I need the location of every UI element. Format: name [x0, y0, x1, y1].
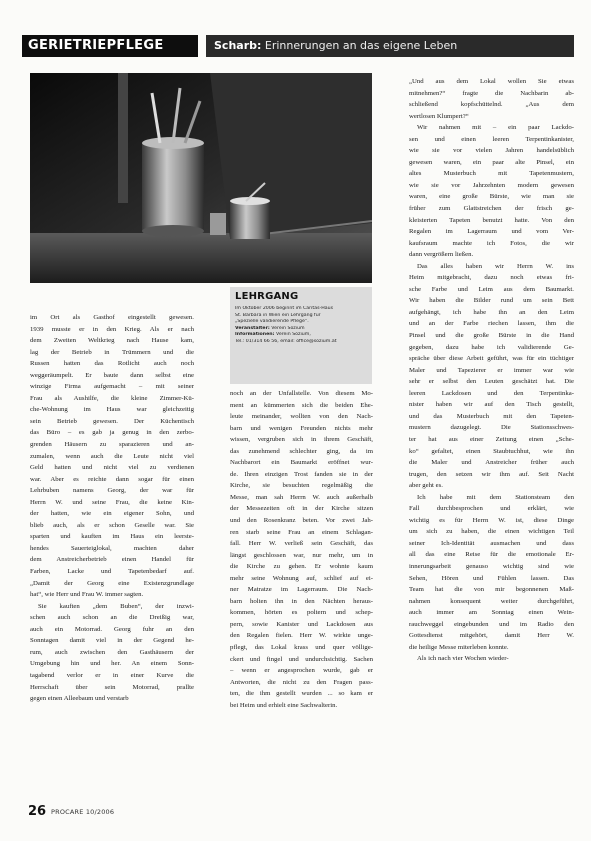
text-line: wichtig es für Herrn W. ist, diese Dinge — [409, 516, 574, 524]
paragraph — [409, 492, 574, 654]
text-line: die Kirche zu gehen. Er wohnte kaum — [230, 563, 373, 571]
article-author: Scharb: — [214, 39, 262, 52]
text-line: Fall durchbesprochen und erklärt, wie — [409, 505, 574, 513]
text-column-3 — [409, 76, 574, 665]
text-line: innerungsarbeit genauso wichtig sind wie — [409, 562, 574, 570]
text-line: Kirche, sie besuchten regelmäßig die — [230, 482, 373, 490]
text-line: ner Matratze im Lagerraum. Die Nach- — [230, 586, 373, 594]
text-line: Farben, Lacke und Tapetenbedarf auf. — [30, 568, 194, 576]
article-title: Erinnerungen an das eigene Leben — [264, 39, 458, 52]
text-column-1 — [30, 312, 194, 705]
text-line: barn und wenigen Freunden nichts mehr — [230, 424, 373, 432]
text-line: blieb auch, als er schon Geselle war. Sie — [30, 521, 194, 529]
text-line: winzige Firma aufgemacht – mit seiner — [30, 383, 194, 391]
paragraph — [409, 122, 574, 261]
text-line: rauchweggel eingebunden und im Radio den — [409, 620, 574, 628]
page-number: 26 — [28, 804, 47, 819]
text-line: pern, sowie Kanister und Lackdosen aus — [230, 620, 373, 628]
text-line: Das alles haben wir Herrn W. ins — [417, 262, 574, 270]
text-line: nahmen konsequent weiter durchgeführt, — [409, 597, 574, 605]
text-line: gegen einen Alleebaum und verstarb — [30, 695, 129, 703]
text-line: bei Heim und erhielt eine Sachwalterin. — [230, 701, 338, 709]
text-line: Maler und Tapezierer er immer war wie — [409, 366, 574, 374]
text-line: waren, eine große Bürste, wie man sie — [409, 193, 574, 201]
paragraph — [409, 76, 574, 122]
text-line: kommen, hörten es poltern und schep- — [230, 609, 373, 617]
paragraph — [409, 261, 574, 492]
section-header: GERIETRIEPFLEGE — [22, 35, 198, 57]
paragraph — [30, 312, 194, 601]
text-line: Gottesdienst mitgehört, damit Herr W. — [409, 632, 574, 640]
text-line: mehr seine Wohnung auf, schlief auf ei- — [230, 574, 373, 582]
text-line: grenden Häusern zu sparazieren und an- — [30, 441, 194, 449]
lehrgang-line: Informationen: Verein Sozium, — [235, 332, 311, 338]
text-line: sein Betrieb gewesen. Der Küchentisch — [30, 417, 194, 425]
text-line: auch ein Motorrad. Georg fuhr an den — [30, 625, 194, 633]
text-line: mustern dazugelegt. Die Stationsschwes- — [409, 424, 574, 432]
text-line: sche Farbe und Leim aus dem Baumarkt. — [409, 285, 574, 293]
lehrgang-infobox — [230, 287, 372, 384]
text-line: weggeräumpelt. Er baute dann selbst eine — [30, 371, 194, 379]
paragraph — [230, 388, 373, 711]
text-line: „Damit der Georg eine Existenzgrundlage — [30, 579, 194, 587]
text-line: ment an kümmerten sich die beiden Ehe- — [230, 401, 373, 409]
text-line: Heim mitgebracht, dazu noch etwas fri- — [409, 274, 574, 282]
photo-paint-cans — [30, 73, 372, 283]
text-line: leeren Lackdosen und den Terpentinka- — [409, 389, 574, 397]
text-line: Geld hatten und nicht viel zu verdienen — [30, 464, 194, 472]
text-line: ckert und fingel und undurchsichtig. Sachen — [230, 655, 373, 663]
text-line: Lehrbuben namens Georg, der war für — [30, 487, 194, 495]
text-line: Herrschaft über sein Motorrad, prallte — [30, 683, 194, 691]
text-line: zumalen, wenn auch die Leute nicht viel — [30, 452, 194, 460]
text-line: sehr er selbst den Leuten geschätzt hat. Die — [409, 378, 574, 386]
text-line: 1939 musste er in den Krieg. Als er nach — [30, 325, 194, 333]
text-line: wie sie vor Jahrzehnten modern gewesen — [409, 181, 574, 189]
text-line: che-Wohnung im Haus war gleichzeitig — [30, 406, 194, 414]
text-line: ko“ gefaltet, einen Staubtuchhut, wie ihn — [409, 447, 574, 455]
text-line: Ich habe mit dem Stationsteam den — [417, 493, 574, 501]
text-line: kleisterten Tapeten benutzt hatte. Von den — [409, 216, 574, 224]
text-line: um sich zu haben, die einen wichtigen Teil — [409, 528, 574, 536]
text-column-2 — [230, 388, 373, 711]
text-line: Russen hatten das Rotlicht auch noch — [30, 360, 194, 368]
text-line: wie sie vor vielen Jahren handelsüblich — [409, 147, 574, 155]
text-line: Regalen im Lagerraum und vom Ver- — [409, 228, 574, 236]
text-line: längst geschlossen war, nur mehr, um in — [230, 551, 373, 559]
text-line: und an der Farbe riechen lassen, ihm die — [409, 320, 574, 328]
text-line: gewesen waren, ein paar alte Pinsel, ein — [409, 158, 574, 166]
lehrgang-line: „Spezielle validierende Pflege“. — [235, 319, 309, 325]
text-line: pflegt, das Lokal krass und quer völlige- — [230, 644, 373, 652]
text-line: all das eine Reise für die emotionale Er- — [409, 551, 574, 559]
text-line: Antworten, die nicht zu den Fragen pass- — [230, 678, 373, 686]
text-line: noch an der Unfallstelle. Von diesem Mo- — [230, 390, 373, 397]
text-line: Pinsel und die große Bürste in die Hand — [409, 332, 574, 340]
text-line: dann vergrößern ließen. — [409, 251, 474, 259]
text-line: ten, die ihm gestellt wurden ... so kam er — [230, 690, 373, 698]
text-line: ter hat aus einer Zeitung einen „Sche- — [409, 435, 574, 443]
lehrgang-line: St. Barbara in Wien ein Lehrgang für — [235, 312, 321, 318]
text-line: rum, auch zwischen den Gasthäusern der — [30, 648, 194, 656]
text-line: die Maler und Anstreicher früher auch — [409, 459, 574, 467]
text-line: tagabend verlor er in einer Kurve die — [30, 671, 194, 679]
text-line: gegeben, dazu habe ich validierende Ge- — [409, 343, 574, 351]
text-line: dem Anstreicherbetrieb einen Handel für — [30, 556, 194, 564]
text-line: der hatten, wie ein eigener Sohn, und — [30, 510, 194, 518]
text-line: schen auch schon an die Dreißig war, — [30, 614, 194, 622]
text-line: Messe, man sah Herrn W. auch außerhalb — [230, 493, 373, 501]
lehrgang-line: Im Oktober 2006 beginnt im Caritas-Haus — [235, 306, 334, 311]
article-header — [206, 35, 574, 57]
text-line: Sehen, Hören und Fühlen lassen. Das — [409, 574, 574, 582]
text-line: Sie kauften „dem Buben“, der inzwi- — [38, 602, 194, 610]
text-line: auch immer am Sonntag einen Wein- — [409, 609, 574, 617]
text-line: sen und einen leeren Terpentinkanister, — [409, 135, 574, 143]
text-line: hendes Sauerteiglokal, machten daher — [30, 544, 194, 552]
text-line: Als ich nach vier Wochen wieder- — [417, 655, 509, 663]
text-line: altes Musterbuch mit Tapetenmustern, — [409, 170, 574, 178]
text-line: nister haben wir auf den Tisch gestellt, — [409, 401, 574, 409]
magazine-issue: PROCARE 10/2006 — [51, 808, 115, 816]
text-line: wertlosen Klumpert?“ — [409, 112, 469, 120]
paragraph — [409, 653, 574, 665]
text-line: im Ort als Gasthof eingestellt gewesen. — [30, 314, 194, 321]
text-line: Frau als Aushilfe, die kleine Zimmer-Kü- — [30, 394, 194, 402]
lehrgang-line: Veranstalter: Verein Sozium — [235, 325, 305, 331]
text-line: sparten und kauften im Haus ein leerste- — [30, 533, 194, 541]
text-line: Umgebung hin und her. An einem Sonn- — [30, 660, 194, 668]
text-line: Wir haben die Bilder rund um sein Bett — [409, 297, 574, 305]
text-line: Wir nahmen mit – ein paar Lackdo- — [417, 124, 574, 132]
text-line: „Und aus dem Lokal wollen Sie etwas — [409, 78, 574, 85]
text-line: seiner Ich-Identität ausmachen und dass — [409, 539, 574, 547]
text-line: Sonntagen damit viel in der Gegend he- — [30, 637, 194, 645]
text-line: aber geht es. — [409, 482, 443, 490]
text-line: den Regalen fielen. Herr W. wirkte unge- — [230, 632, 373, 640]
lehrgang-line: Tel.: 01/314 66 56, email: office@sozium.at — [235, 338, 337, 344]
text-line: früher zum Glattstreichen der frisch ge- — [409, 205, 574, 213]
text-line: lag der Betrieb in Trümmern und die — [30, 348, 194, 356]
text-line: mitnehmen?“ fragte die Nachbarin ab- — [409, 89, 574, 97]
text-line: – wenn er angesprochen wurde, gab er — [230, 667, 373, 675]
text-line: leute meinander, wollten von den Nach- — [230, 413, 373, 421]
text-line: trugen, den setzen wir ihm auf. Seit Nacht — [409, 470, 574, 478]
text-line: de. Ihren einzigen Trost fanden sie in der — [230, 470, 373, 478]
text-line: und den Rosenkranz beten. Vor zwei Jah- — [230, 517, 373, 525]
photo-illustration — [30, 73, 372, 283]
paragraph — [30, 601, 194, 705]
text-line: barn holten ihn in den Nächten heraus- — [230, 597, 373, 605]
text-line: der Messezeiten oft in der Kirche sitzen — [230, 505, 373, 513]
text-line: war. Aber es reichte dann sogar für einen — [30, 475, 194, 483]
text-line: die heilige Messe miterleben konnte. — [409, 643, 509, 651]
text-line: fall. Herr W. verließ sein Geschäft, das — [230, 540, 373, 548]
text-line: das zunehmend schlechter ging, da im — [230, 447, 373, 455]
text-line: Nachbarort ein Baumarkt eröffnet wur- — [230, 459, 373, 467]
text-line: kaufsraum machte ich Fotos, die wir — [409, 239, 574, 247]
text-line: schließend kopfschüttelnd. „Aus dem — [409, 101, 574, 109]
lehrgang-title: LEHRGANG — [235, 291, 299, 302]
text-line: aufgehängt, ich habe ihn an den Leim — [409, 308, 574, 316]
text-line: Herrn W. und seine Frau, die keine Kin- — [30, 498, 194, 506]
text-line: wissen, vergruben sich in ihrem Geschäft, — [230, 436, 373, 444]
text-line: Team hat die von mir begonnenen Maß- — [409, 586, 574, 594]
text-line: das Büro – es gab ja genug in den zerbo- — [30, 429, 194, 437]
text-line: dem Zweiten Weltkrieg nach Hause kam, — [30, 337, 194, 345]
text-line: hat“, wie Herr und Frau W. immer sagten. — [30, 591, 144, 599]
text-line: ren starb seine Frau an einem Schlagan- — [230, 528, 373, 536]
text-line: spräche über diese Arbeit geführt, was für ein tüchtiger — [409, 355, 574, 363]
text-line: und das Musterbuch mit den Tapeten- — [409, 412, 574, 420]
